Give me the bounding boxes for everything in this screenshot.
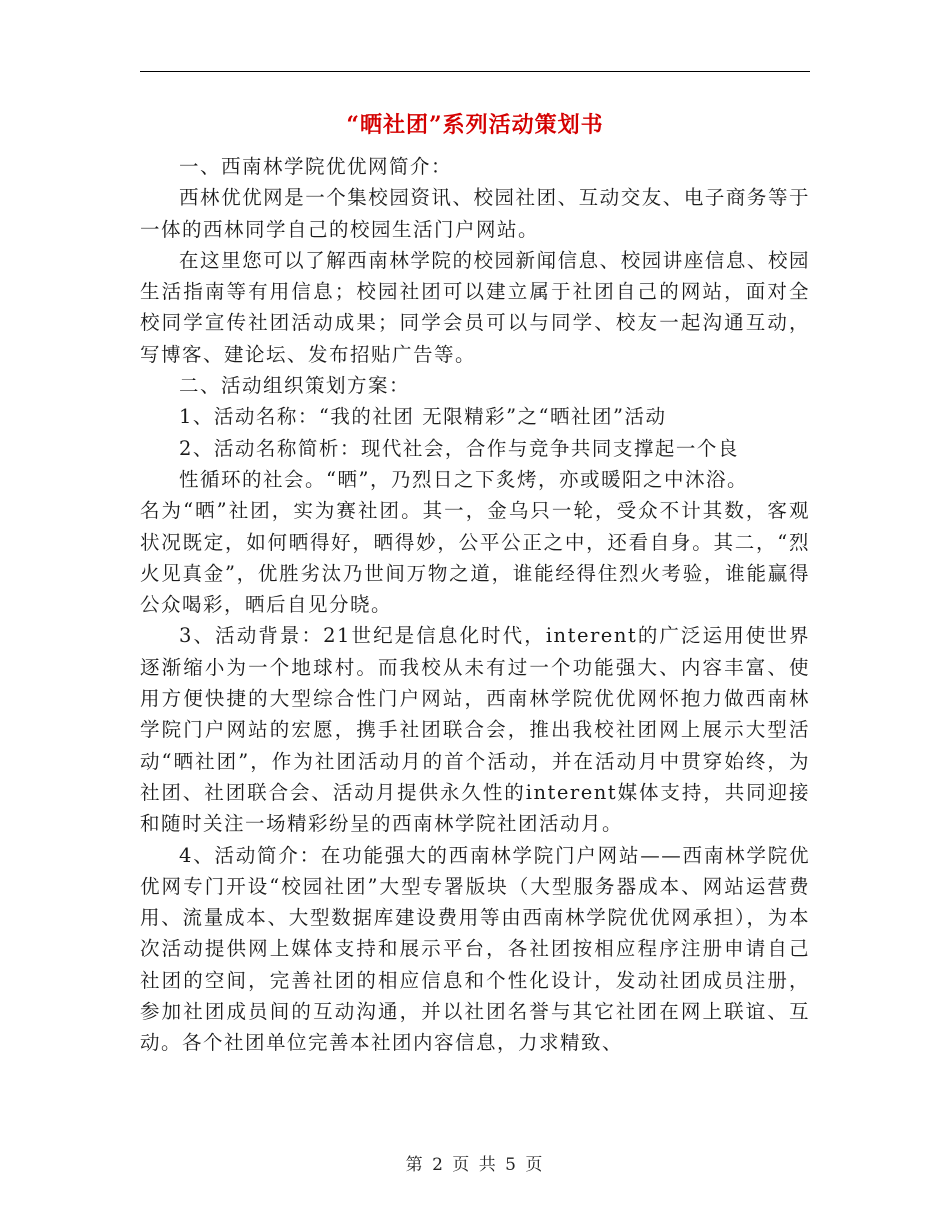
paragraph-section-2-heading: 二、活动组织策划方案： [179, 374, 411, 398]
page-number: 第 2 页 共 5 页 [405, 1155, 545, 1175]
paragraph-youyou-intro: 西林优优网是一个集校园资讯、校园社团、互动交友、电子商务等于一体的西林同学自己的校园生活门户网站。 [140, 186, 810, 241]
paragraph-youyou-features: 在这里您可以了解西南林学院的校园新闻信息、校园讲座信息、校园生活指南等有用信息；校园社团可以建立属于社团自己的网站，面对全校同学宣传社团活动成果；同学会员可以与同学、校友一起沟通互动，写博客、建论坛、发布招贴广告等。 [140, 248, 810, 366]
paragraph-name-analysis: 2、活动名称简析：现代社会，合作与竞争共同支撑起一个良 [179, 436, 739, 460]
document-title: “晒社团”系列活动策划书 [346, 112, 604, 138]
document-body [140, 151, 810, 1059]
paragraph-activity-summary: 4、活动简介：在功能强大的西南林学院门户网站——西南林学院优优网专门开设“校园社团”大型专署版块（大型服务器成本、网站运营费用、流量成本、大型数据库建设费用等由西南林学院优优网承担），为本次活动提供网上媒体支持和展示平台，各社团按相应程序注册申请自己社团的空间，完善社团的相应信息和个性化设计，发动社团成员注册，参加社团成员间的互动沟通，并以社团名誉与其它社团在网上联谊、互动。各个社团单位完善本社团内容信息，力求精致、 [140, 843, 810, 1055]
header-rule [140, 71, 810, 72]
paragraph-activity-name: 1、活动名称：“我的社团 无限精彩”之“晒社团”活动 [179, 405, 667, 429]
paragraph-name-analysis-cont: 性循环的社会。“晒”，乃烈日之下炙烤，亦或暖阳之中沐浴。 [179, 467, 748, 491]
paragraph-activity-background: 3、活动背景：21世纪是信息化时代，interent的广泛运用使世界逐渐缩小为一个地球村。而我校从未有过一个功能强大、内容丰富、使用方便快捷的大型综合性门户网站，西南林学院优优网怀抱力做西南林学院门户网站的宏愿，携手社团联合会，推出我校社团网上展示大型活动“晒社团”，作为社团活动月的首个活动，并在活动月中贯穿始终，为社团、社团联合会、活动月提供永久性的interent媒体支持，共同迎接和随时关注一场精彩纷呈的西南林学院社团活动月。 [140, 624, 810, 836]
paragraph-name-analysis-detail: 名为“晒”社团，实为赛社团。其一，金乌只一轮，受众不计其数，客观状况既定，如何晒得好，晒得妙，公平公正之中，还看自身。其二，“烈火见真金”，优胜劣汰乃世间万物之道，谁能经得住烈火考验，谁能赢得公众喝彩，晒后自见分晓。 [140, 499, 810, 617]
paragraph-section-1-heading: 一、西南林学院优优网简介： [179, 155, 453, 178]
